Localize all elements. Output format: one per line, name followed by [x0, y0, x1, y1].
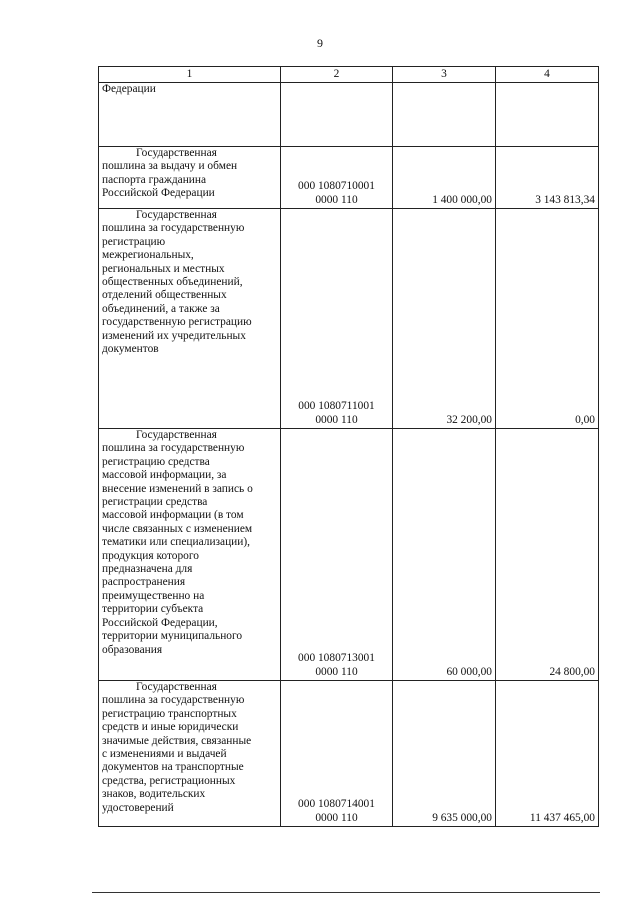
name-line: Российской Федерации: [102, 187, 215, 200]
cell-code: [281, 681, 393, 827]
name-line: Государственная: [136, 209, 217, 221]
header-col-3: 3: [393, 67, 496, 83]
name-line: изменений их учредительных: [102, 329, 246, 342]
name-line: внесение изменений в запись о: [102, 482, 253, 495]
table-row: [99, 147, 599, 209]
name-line: регистрацию: [102, 235, 166, 248]
header-col-1: 1: [99, 67, 281, 83]
name-line: средств и иные юридически: [102, 721, 239, 734]
name-line: пошлина за государственную: [102, 694, 245, 707]
code-line: 000 1080711001: [298, 400, 375, 413]
name-line: пошлина за выдачу и обмен: [102, 160, 238, 173]
name-line: продукция которого: [102, 549, 199, 562]
header-row: [99, 67, 599, 83]
table-row: [99, 429, 599, 681]
code-line: 000 1080710001: [298, 180, 375, 193]
cell-col3: [393, 83, 496, 147]
name-line: территории муниципального: [102, 630, 243, 643]
name-line: Государственная: [136, 429, 217, 441]
cell-code: [281, 83, 393, 147]
name-line: удостоверений: [102, 801, 174, 814]
name-line: межрегиональных,: [102, 249, 194, 262]
name-line: с изменениями и выдачей: [102, 748, 227, 761]
name-line: массовой информации (в том: [102, 509, 244, 522]
header-col-2: 2: [281, 67, 393, 83]
cell-col4: 11 437 465,00: [496, 681, 599, 827]
code-line: 0000 110: [315, 413, 358, 426]
name-line: массовой информации, за: [102, 469, 227, 482]
name-line: регистрацию средства: [102, 455, 210, 468]
cell-col3: 60 000,00: [393, 429, 496, 681]
name-line: образования: [102, 643, 163, 656]
cell-name: [99, 681, 281, 827]
code-line: 0000 110: [315, 193, 358, 206]
code-line: 0000 110: [315, 811, 358, 824]
name-line: значимые действия, связанные: [102, 734, 252, 747]
name-line: предназначена для: [102, 563, 193, 576]
header-col-4: 4: [496, 67, 599, 83]
name-line: территории субъекта: [102, 603, 204, 616]
name-line: тематики или специализации),: [102, 536, 251, 549]
name-line: документов на транспортные: [102, 761, 244, 774]
name-line: Федерации: [102, 83, 156, 95]
name-line: отделений общественных: [102, 289, 227, 302]
name-line: преимущественно на: [102, 589, 205, 602]
table-row: [99, 209, 599, 429]
name-line: Государственная: [136, 681, 217, 693]
name-line: государственную регистрацию: [102, 316, 252, 329]
cell-name: [99, 83, 281, 147]
code-line: 0000 110: [315, 665, 358, 678]
name-line: документов: [102, 343, 159, 356]
name-line: паспорта гражданина: [102, 173, 207, 186]
cell-code: [281, 147, 393, 209]
cell-col4: 24 800,00: [496, 429, 599, 681]
cell-col4: [496, 83, 599, 147]
name-line: пошлина за государственную: [102, 222, 245, 235]
name-line: регистрации средства: [102, 496, 208, 509]
name-line: знаков, водительских: [102, 788, 206, 801]
cell-code: [281, 209, 393, 429]
name-line: Российской Федерации,: [102, 616, 218, 629]
name-line: Государственная: [136, 147, 217, 159]
code-line: 000 1080713001: [298, 652, 375, 665]
cell-col4: 3 143 813,34: [496, 147, 599, 209]
cell-code: [281, 429, 393, 681]
name-line: распространения: [102, 576, 186, 589]
cell-col3: 1 400 000,00: [393, 147, 496, 209]
cell-name: [99, 209, 281, 429]
name-line: средства, регистрационных: [102, 774, 236, 787]
cell-col4: 0,00: [496, 209, 599, 429]
cell-name: [99, 429, 281, 681]
page-number: 9: [317, 36, 323, 50]
table-row: [99, 83, 599, 147]
bottom-rule: [92, 892, 600, 893]
table-row: [99, 681, 599, 827]
cell-col3: 9 635 000,00: [393, 681, 496, 827]
cell-col3: 32 200,00: [393, 209, 496, 429]
cell-name: [99, 147, 281, 209]
name-line: пошлина за государственную: [102, 442, 245, 455]
table-body: [99, 83, 599, 827]
name-line: региональных и местных: [102, 262, 225, 275]
name-line: объединений, а также за: [102, 302, 220, 315]
name-line: числе связанных с изменением: [102, 522, 253, 535]
code-line: 000 1080714001: [298, 798, 375, 811]
budget-table: [98, 66, 599, 827]
name-line: общественных объединений,: [102, 276, 243, 289]
name-line: регистрацию транспортных: [102, 707, 237, 720]
